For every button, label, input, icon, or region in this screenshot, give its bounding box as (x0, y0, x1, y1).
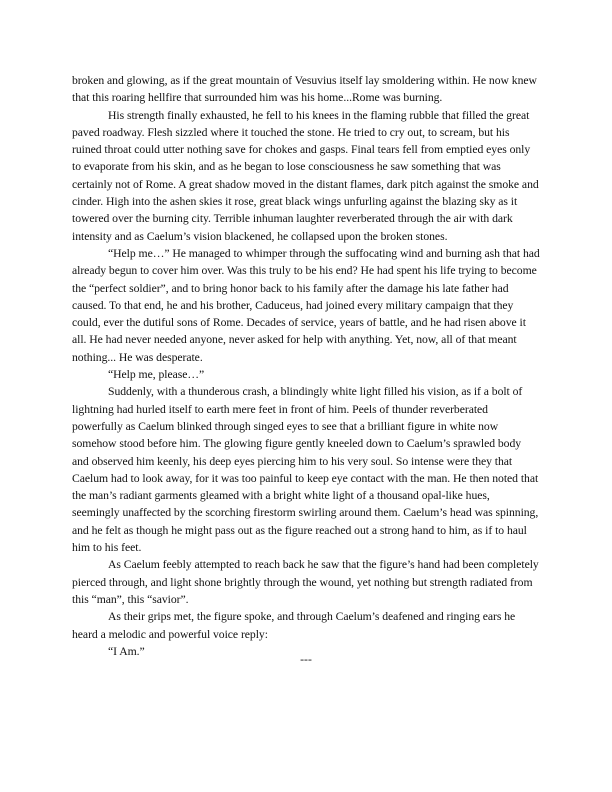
paragraph-2: His strength finally exhausted, he fell to his knees in the flaming rubble that filled the great paved roadway. Flesh sizzled where it touched the stone. He tried to cry out, to scream, but his ruined throat could utter nothing save for chokes and gasps. Final tears fell from emptied eyes only to evaporate from his skin, and as he began to lose consciousness he saw something that was certainly not of Rome. A great shadow moved in the distant flames, dark pitch against the smoke and cinder. High into the ashen skies it rose, great black wings unfurling against the blazing sky as it towered over the burning city. Terrible inhuman laughter reverberated through the air with dark intensity and as Caelum’s vision blackened, he collapsed upon the broken stones. (72, 108, 539, 243)
paragraph-1: broken and glowing, as if the great mountain of Vesuvius itself lay smoldering within. He now knew that this roaring hellfire that surrounded him was his home...Rome was burning. (72, 74, 537, 105)
scene-break: --- (300, 653, 312, 666)
paragraph-5: Suddenly, with a thunderous crash, a blindingly white light filled his vision, as if a bolt of lightning had hurled itself to earth mere feet in front of him. Peels of thunder reverberated powerfully as Caelum blinked through singed eyes to see that a brilliant figure in white now somehow stood before him. The glowing figure gently kneeled down to Caelum’s sprawled body and observed him keenly, his deep eyes piercing him to his very soul. So intense were they that Caelum had to look away, for it was too painful to keep eye contact with the man. He then noted that the man’s radiant garments gleamed with a bright white light of a thousand opal-like hues, seemingly unaffected by the scorching firestorm swirling around them. Caelum’s head was spinning, and he felt as though he might pass out as the figure reached out a strong hand to him, as if to haul him to his feet. (72, 385, 539, 555)
paragraph-6: As Caelum feebly attempted to reach back he saw that the figure’s hand had been completely pierced through, and light shone brightly through the wound, yet nothing but strength radiated from this “man”, this “savior”. (72, 558, 539, 606)
paragraph-7: As their grips met, the figure spoke, and through Caelum’s deafened and ringing ears he heard a melodic and powerful voice reply: (72, 610, 516, 641)
paragraph-4: “Help me, please…” (108, 368, 205, 382)
body-text (72, 72, 540, 660)
paragraph-3: “Help me…” He managed to whimper through the suffocating wind and burning ash that had already begun to cover him over. Was this truly to be his end? He had spent his life trying to become the “perfect soldier”, and to bring honor back to his family after the damage his late father had caused. To that end, he and his brother, Caduceus, had joined every military campaign that they could, ever the dutiful sons of Rome. Decades of service, years of battle, and he had risen above it all. He had never needed anyone, never asked for help with anything. Yet, now, all of that meant nothing... He was desperate. (72, 246, 540, 364)
paragraph-8: “I Am.” (108, 644, 145, 658)
